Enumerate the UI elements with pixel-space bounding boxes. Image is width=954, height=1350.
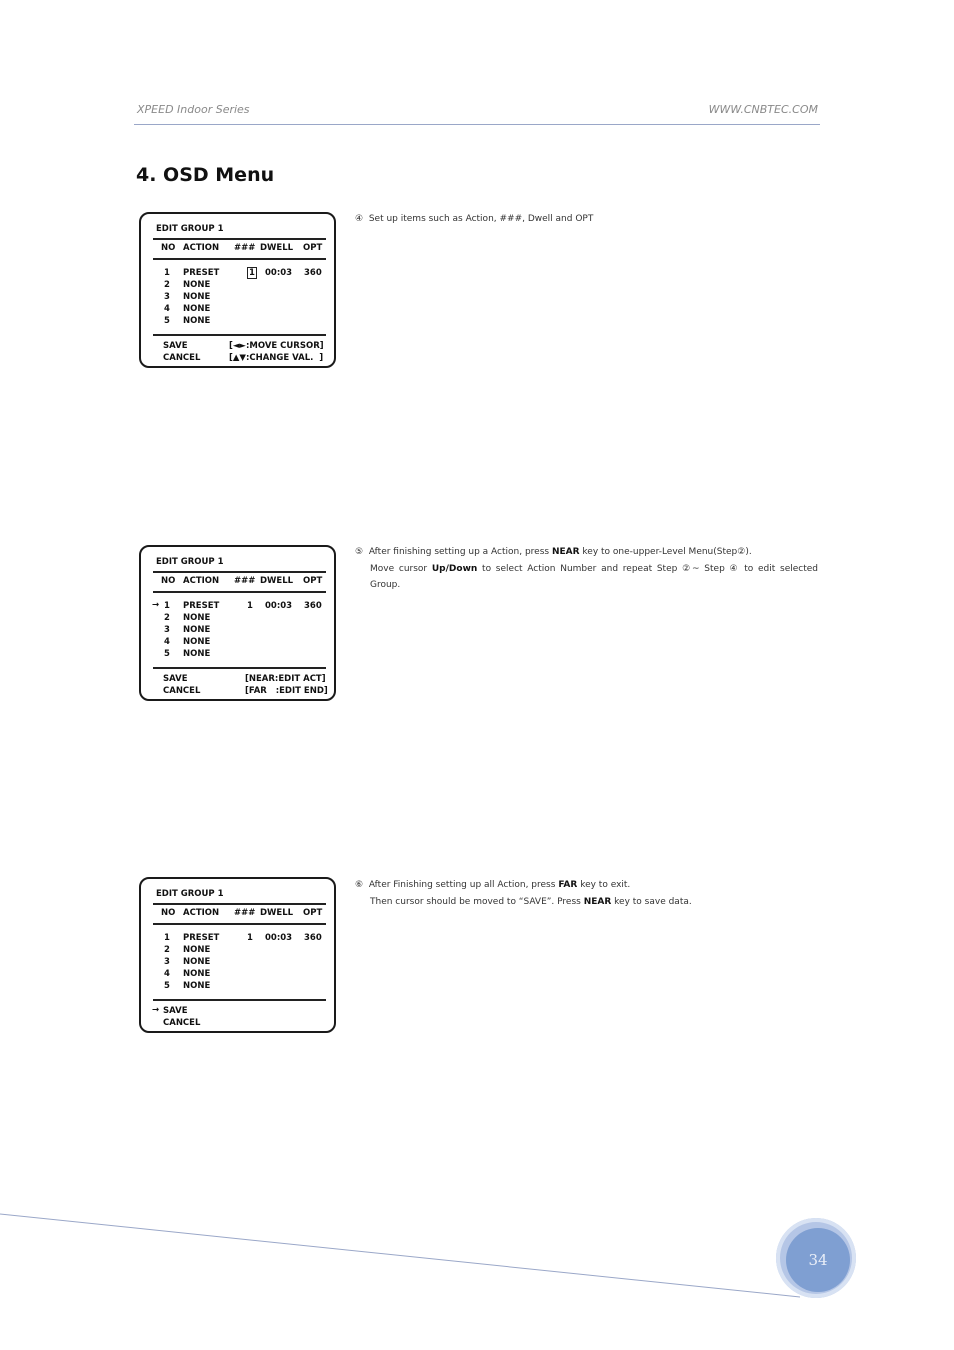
row-action: PRESET (183, 268, 220, 278)
step-4-text: Set up items such as Action, ###, Dwell and OPT (368, 214, 594, 224)
row-no: 2 (164, 945, 170, 955)
osd-cancel: CANCEL (163, 686, 201, 696)
step-5-text: to select Action Number and repeat Step ②~ Step ④ to edit selected (477, 564, 819, 574)
row-number: 1 (247, 933, 253, 943)
row-action: NONE (183, 613, 211, 623)
row-action: NONE (183, 292, 211, 302)
step-6-text: key to save data. (611, 897, 692, 907)
row-action: PRESET (183, 933, 220, 943)
row-dwell: 00:03 (265, 268, 293, 278)
page-number: 34 (786, 1228, 850, 1292)
osd-title: EDIT GROUP 1 (156, 557, 224, 567)
row-action: NONE (183, 649, 211, 659)
step-6-text: Then cursor should be moved to “SAVE”. Press (370, 897, 584, 907)
osd-save: SAVE (163, 341, 188, 351)
row-action: NONE (183, 280, 211, 290)
row-opt: 360 (304, 601, 322, 611)
osd-title: EDIT GROUP 1 (156, 224, 224, 234)
col-no: NO (161, 576, 176, 586)
row-action: PRESET (183, 601, 220, 611)
osd-hint-change: [▲▼:CHANGE VAL. ] (229, 353, 324, 363)
row-no: 3 (164, 292, 170, 302)
osd-save: SAVE (163, 1006, 188, 1016)
step-5-text: Move cursor (370, 564, 432, 574)
up-down-key: Up/Down (431, 564, 478, 574)
col-dwell: DWELL (260, 243, 294, 253)
osd-cancel: CANCEL (163, 1018, 201, 1028)
step-6-mark: ⑥ (355, 880, 364, 890)
col-number: ### (234, 576, 256, 586)
row-no: 4 (164, 969, 170, 979)
col-dwell: DWELL (260, 908, 294, 918)
row-no: 4 (164, 304, 170, 314)
row-no: 1 (164, 601, 170, 611)
row-action: NONE (183, 304, 211, 314)
osd-save: SAVE (163, 674, 188, 684)
edit-cursor: 1 (249, 268, 255, 278)
cursor-arrow-icon: → (152, 600, 160, 610)
row-action: NONE (183, 637, 211, 647)
col-action: ACTION (183, 908, 220, 918)
row-action: NONE (183, 945, 211, 955)
row-no: 5 (164, 981, 170, 991)
col-dwell: DWELL (260, 576, 294, 586)
far-key: FAR (558, 880, 578, 890)
osd-cancel: CANCEL (163, 353, 201, 363)
row-no: 3 (164, 625, 170, 635)
row-no: 2 (164, 280, 170, 290)
near-key: NEAR (551, 547, 580, 557)
row-action: NONE (183, 957, 211, 967)
row-no: 4 (164, 637, 170, 647)
row-action: NONE (183, 316, 211, 326)
row-opt: 360 (304, 268, 322, 278)
row-no: 3 (164, 957, 170, 967)
row-opt: 360 (304, 933, 322, 943)
row-no: 2 (164, 613, 170, 623)
page-title: 4. OSD Menu (136, 164, 275, 186)
col-action: ACTION (183, 576, 220, 586)
step-6-text: After Finishing setting up all Action, press (368, 880, 559, 890)
row-no: 1 (164, 933, 170, 943)
col-number: ### (234, 908, 256, 918)
row-no: 1 (164, 268, 170, 278)
col-opt: OPT (303, 908, 323, 918)
col-opt: OPT (303, 576, 323, 586)
col-opt: OPT (303, 243, 323, 253)
osd-title: EDIT GROUP 1 (156, 889, 224, 899)
header-website: WWW.CNBTEC.COM (708, 103, 818, 116)
step-4-mark: ④ (355, 214, 364, 224)
row-action: NONE (183, 969, 211, 979)
step-5-text: key to one-upper-Level Menu(Step②). (579, 547, 752, 557)
step-5-line-3: Group. (370, 580, 401, 590)
row-no: 5 (164, 316, 170, 326)
near-key: NEAR (583, 897, 612, 907)
col-number: ### (234, 243, 256, 253)
row-action: NONE (183, 625, 211, 635)
step-6-text: key to exit. (577, 880, 631, 890)
row-action: NONE (183, 981, 211, 991)
step-5-mark: ⑤ (355, 547, 364, 557)
header-series-title: XPEED Indoor Series (137, 103, 250, 116)
row-dwell: 00:03 (265, 933, 293, 943)
col-action: ACTION (183, 243, 220, 253)
row-dwell: 00:03 (265, 601, 293, 611)
osd-hint-near: [NEAR:EDIT ACT] (245, 674, 326, 684)
step-5-text: After finishing setting up a Action, press (368, 547, 552, 557)
osd-hint-far: [FAR :EDIT END] (245, 686, 328, 696)
col-no: NO (161, 243, 176, 253)
row-number: 1 (247, 601, 253, 611)
row-no: 5 (164, 649, 170, 659)
page-number-badge (776, 1218, 856, 1298)
col-no: NO (161, 908, 176, 918)
osd-hint-move: [◄►:MOVE CURSOR] (229, 341, 324, 351)
cursor-arrow-icon: → (152, 1005, 160, 1015)
